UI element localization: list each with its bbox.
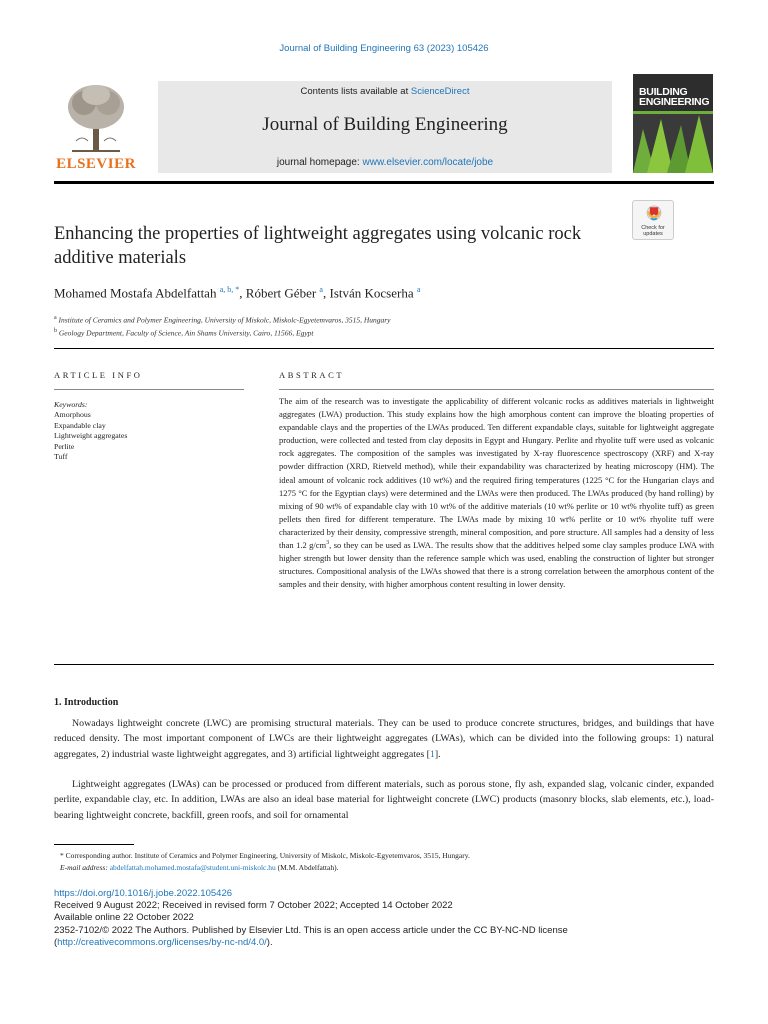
author-name[interactable]: István Kocserha	[329, 285, 414, 301]
journal-reference[interactable]: Journal of Building Engineering 63 (2023) 105426	[279, 43, 489, 54]
contents-prefix: Contents lists available at	[300, 86, 411, 97]
abstract-rule	[279, 389, 714, 390]
keywords-block	[54, 400, 244, 462]
masthead-rule	[54, 181, 714, 184]
keyword-item[interactable]: Perlite	[54, 441, 75, 451]
author-list	[54, 285, 714, 301]
sciencedirect-link[interactable]: ScienceDirect	[410, 86, 470, 97]
affiliations	[54, 313, 714, 338]
intro-paragraph-2: Lightweight aggregates (LWAs) can be processed or produced from different materials, such as porous stone, fly ash, expanded slag, volcanic cinder, expanded perlite, expandable clay, etc. In addition, LWAs are also an ideal base material for lightweight concrete (LWC) products (masonry blocks, slab elements, etc.), load-bearing lightweight concrete, backfill, green roofs, and soil for ornamental	[54, 779, 714, 821]
intro-paragraph-1	[54, 716, 714, 762]
license-statement: 2352-7102/© 2022 The Authors. Published by Elsevier Ltd. This is an open access article under the CC BY-NC-ND license	[54, 924, 568, 936]
affiliation-text: Institute of Ceramics and Polymer Engineering, University of Miskolc, Miskolc-Egyetemvaros, 3515, Hungary	[58, 315, 391, 325]
contents-availability	[158, 86, 612, 97]
license-link[interactable]: http://creativecommons.org/licenses/by-nc-nd/4.0/	[57, 936, 267, 948]
abstract-body-start: The aim of the research was to investigate the applicability of different volcanic rocks as additives materials in lightweight aggregates (LWA) production. This study explains how the high amorphous content can improve the bloating properties of expandable clays and the properties of the LWAs produced. Ten different expandable clays, suitable for lightweight aggregate production, were collected and tested from clay deposits in Egypt and Hungary. Perlite and rhyolite tuff were used as volcanic rock aggregates. The composition of the samples was investigated by X-ray fluorescence spectroscopy (XRF) and X-ray powder diffraction (XRD, Rietveld method), while their expandability was characterized by heating microscopy (HM). The ideal amount of volcanic rock additives (10 wt%) and the required firing temperatures (1225 °C for the Hungarian clays and 1275 °C for the Egyptian clays) were determined and the LWAs were then produced. The LWAs produced (by hand rolling) by mixing of 90 wt% of expandable clay with 10 wt% of the additive materials (10 wt% perlite or 10 wt% rhyolite tuff) as green pellets then fired for different temperature. The LWAs made by mixing 10 wt% perlite or 10 wt% rhyolite tuff were characterized by their density, compressive strength, mineral composition, and pore structure. All samples had a density of less than 1.2 g/cm	[279, 396, 714, 551]
intro-paragraph-1-text: Nowadays lightweight concrete (LWC) are promising structural materials. They can be used to produce concrete structures, bridges, and buildings that have reduced density. The most important component of LWCs are their lightweight aggregates (LWAs), which can be divided into the following groups: 1) natural aggregates, 2) industrial waste lightweight aggregates, and 3) artificial lightweight aggregates [	[54, 718, 714, 760]
footnote-rule	[54, 844, 134, 845]
check-for-updates-badge[interactable]	[632, 200, 674, 240]
available-online-date: Available online 22 October 2022	[54, 912, 194, 924]
keyword-item[interactable]: Expandable clay	[54, 420, 106, 430]
article-info-rule	[54, 389, 244, 390]
homepage-prefix: journal homepage:	[276, 157, 363, 168]
cover-title	[639, 87, 709, 107]
email-owner: (M.M. Abdelfattah).	[275, 863, 339, 872]
section-heading-introduction: 1. Introduction	[54, 697, 119, 708]
author-separator: ,	[239, 285, 246, 301]
citation-link[interactable]: 1	[429, 748, 435, 760]
abstract-superscript: 3	[326, 540, 330, 547]
doi-link[interactable]: https://doi.org/10.1016/j.jobe.2022.105426	[54, 888, 233, 899]
elsevier-logo[interactable]	[54, 81, 138, 173]
article-info-heading: ARTICLE INFO	[54, 370, 143, 380]
cover-title-line2: ENGINEERING	[639, 96, 710, 108]
footnotes	[54, 850, 714, 874]
email-link[interactable]: abdelfattah.mohamed.mostafa@student.uni-miskolc.hu	[109, 863, 276, 872]
elsevier-wordmark: ELSEVIER	[56, 156, 136, 172]
journal-homepage	[158, 157, 612, 168]
cover-title-line1: BUILDING	[639, 86, 688, 98]
author-name[interactable]: Mohamed Mostafa Abdelfattah	[54, 285, 217, 301]
author-affiliation-marks[interactable]: a	[416, 285, 421, 294]
homepage-link[interactable]: www.elsevier.com/locate/jobe	[362, 157, 494, 168]
keyword-item[interactable]: Tuff	[54, 452, 68, 462]
keyword-item[interactable]: Lightweight aggregates	[54, 431, 128, 441]
license-url-line	[54, 937, 714, 949]
author-separator: ,	[322, 285, 330, 301]
publication-info	[54, 888, 714, 949]
abstract-end-rule	[54, 664, 714, 665]
email-label: E-mail address:	[60, 863, 108, 872]
affiliation-text: Geology Department, Faculty of Science, Ain Shams University, Cairo, 11566, Egypt	[58, 328, 314, 337]
author-affiliation-marks[interactable]: a	[319, 285, 323, 294]
elsevier-tree-icon	[64, 81, 128, 153]
intro-paragraph-1-end: ].	[434, 748, 441, 760]
masthead	[54, 78, 714, 174]
abstract-body-end: , so they can be used as LWA. The results show that the additives helped some clay samples produce LWA with higher strength but lower density than the reference sample which was used, enabling the construction of lighter but stronger structures. Compositional analysis of the LWAs showed that there is a strong correlation between the amorphous content of the samples and their density, with higher amorphous content resulting in lower density.	[279, 540, 714, 590]
author-name[interactable]: Róbert Géber	[245, 285, 317, 301]
abstract-heading: ABSTRACT	[279, 370, 345, 380]
keywords-label: Keywords:	[54, 400, 88, 409]
received-dates: Received 9 August 2022; Received in revised form 7 October 2022; Accepted 14 October 2022	[54, 900, 453, 912]
author-affiliation-marks[interactable]: a, b, *	[219, 285, 240, 294]
journal-banner	[158, 81, 612, 173]
article-title: Enhancing the properties of lightweight aggregates using volcanic rock additive materials	[54, 224, 582, 268]
affiliation-item	[54, 313, 714, 326]
affiliation-item	[54, 326, 714, 339]
affiliation-mark: b	[54, 327, 57, 334]
affiliation-rule	[54, 348, 714, 349]
cover-graphic-icon	[633, 111, 713, 173]
affiliation-mark: a	[54, 315, 57, 321]
keyword-item[interactable]: Amorphous	[54, 410, 91, 420]
corresponding-author-note: * Corresponding author. Institute of Ceramics and Polymer Engineering, University of Miskolc, Miskolc-Egyetemvaros, 3515, Hungary.	[60, 851, 470, 860]
journal-title: Journal of Building Engineering	[262, 114, 508, 135]
abstract-text	[279, 395, 714, 591]
check-for-updates-label: Check for updates	[641, 225, 665, 237]
license-close-paren: ).	[266, 936, 273, 948]
email-note	[54, 862, 714, 874]
journal-cover-thumbnail[interactable]	[633, 74, 713, 173]
license-open-paren: (	[54, 936, 58, 948]
